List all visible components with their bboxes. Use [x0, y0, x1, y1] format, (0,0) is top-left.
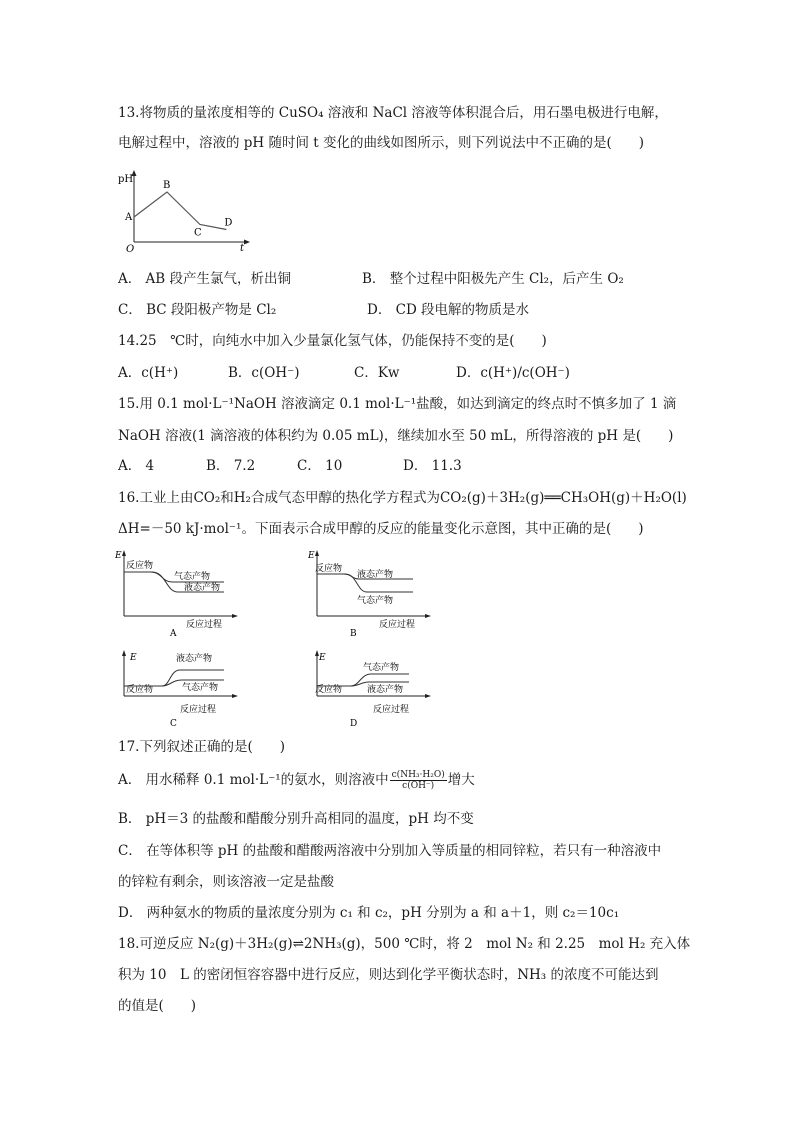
energy-axis-label: E [115, 551, 122, 561]
q17-option-a-suffix: 增大 [447, 772, 475, 788]
liquid-product-label: 液态产物 [184, 583, 221, 593]
diagram-a-letter: A [170, 629, 177, 639]
q18-stem-line1: 18.可逆反应 N₂(g)＋3H₂(g)⇌2NH₃(g)，500 ℃时，将 2 mol N₂ 和 2.25 mol H₂ 充入体 [118, 936, 691, 952]
q17-option-a-text: A． 用水稀释 0.1 mol·L⁻¹的氨水，则溶液中 [118, 772, 389, 788]
fraction-denominator: c(OH⁻) [402, 781, 435, 791]
q13-ph-graph [116, 168, 256, 254]
ph-point-label-a: A [125, 212, 133, 223]
q18-stem-line3: 的值是( ) [118, 998, 197, 1014]
q15-option-d: D． 11.3 [403, 458, 462, 474]
energy-axis-label: E [319, 653, 326, 663]
liquid-product-label: 液态产物 [367, 685, 404, 695]
ph-point-label-b: B [163, 180, 171, 191]
energy-diagram-c [112, 648, 242, 730]
q14-option-c: C．Kw [354, 365, 400, 381]
ph-axis-y-label: pH [118, 174, 134, 185]
liquid-product-label: 液态产物 [357, 570, 394, 580]
q15-stem-line2: NaOH 溶液(1 滴溶液的体积约为 0.05 mL)，继续加水至 50 mL，所得溶液的 pH 是( ) [118, 428, 674, 444]
q14-option-a: A．c(H⁺) [118, 365, 179, 381]
q13-option-b: B． 整个过程中阳极先产生 Cl₂，后产生 O₂ [362, 271, 624, 287]
q17-stem: 17.下列叙述正确的是( ) [118, 739, 286, 755]
reactant-label: 反应物 [315, 685, 343, 695]
reactant-label: 反应物 [315, 564, 343, 574]
ph-axis-origin: O [126, 244, 135, 254]
q14-option-b: B．c(OH⁻) [228, 365, 300, 381]
concentration-ratio-fraction [390, 770, 447, 791]
energy-axis-label: E [308, 551, 315, 561]
q15-option-b: B． 7.2 [206, 458, 256, 474]
q14-option-d: D．c(H⁺)/c(OH⁻) [456, 365, 570, 381]
energy-axis-label: E [130, 653, 137, 663]
q15-option-c: C． 10 [297, 458, 343, 474]
q13-option-a: A． AB 段产生氯气，析出铜 [118, 271, 292, 287]
liquid-product-label: 液态产物 [176, 654, 213, 664]
fraction-numerator: c(NH₃·H₂O) [391, 770, 445, 780]
q17-option-a [118, 770, 475, 791]
diagram-b-letter: B [350, 629, 357, 639]
q15-option-a: A． 4 [118, 458, 155, 474]
q18-stem-line2: 积为 10 L 的密闭恒容容器中进行反应，则达到化学平衡状态时，NH₃ 的浓度不可能达到 [118, 967, 659, 983]
reaction-coordinate-label: 反应过程 [379, 620, 416, 630]
q13-option-c: C． BC 段阳极产物是 Cl₂ [118, 302, 277, 318]
q16-stem-line2: ΔH=－50 kJ·mol⁻¹。下面表示合成甲醇的反应的能量变化示意图，其中正确的是( ) [118, 521, 644, 537]
q17-option-c-line2: 的锌粒有剩余，则该溶液一定是盐酸 [118, 874, 334, 890]
q13-stem-line2: 电解过程中，溶液的 pH 随时间 t 变化的曲线如图所示，则下列说法中不正确的是( ) [118, 135, 645, 151]
q14-stem: 14.25 ℃时，向纯水中加入少量氯化氢气体，仍能保持不变的是( ) [118, 333, 547, 349]
gas-product-label: 气态产物 [363, 663, 400, 673]
ph-axis-x-arrow [244, 240, 250, 245]
gas-product-label: 气态产物 [357, 596, 394, 606]
energy-diagram-d [305, 648, 435, 730]
diagram-c-letter: C [170, 719, 177, 729]
ph-point-label-d: D [224, 217, 233, 229]
diagram-d-letter: D [350, 719, 358, 729]
reaction-coordinate-label: 反应过程 [373, 705, 410, 715]
reaction-coordinate-label: 反应过程 [186, 620, 223, 630]
q17-option-b: B． pH＝3 的盐酸和醋酸分别升高相同的温度，pH 均不变 [118, 811, 474, 827]
gas-product-label: 气态产物 [174, 572, 211, 582]
q16-stem-line1: 16.工业上由CO₂和H₂合成气态甲醇的热化学方程式为CO₂(g)＋3H₂(g)══CH₃OH(g)＋H₂O(l) [118, 490, 687, 506]
q13-stem-line1: 13.将物质的量浓度相等的 CuSO₄ 溶液和 NaCl 溶液等体积混合后，用石墨电极进行电解， [118, 105, 668, 121]
energy-diagram-a [112, 548, 242, 640]
q17-option-d: D． 两种氨水的物质的量浓度分别为 c₁ 和 c₂，pH 分别为 a 和 a＋1，则 c₂＝10c₁ [118, 905, 620, 921]
reaction-coordinate-label: 反应过程 [180, 705, 217, 715]
ph-curve [134, 192, 226, 230]
q13-option-d: D． CD 段电解的物质是水 [367, 302, 530, 318]
q17-option-c-line1: C． 在等体积等 pH 的盐酸和醋酸两溶液中分别加入等质量的相同锌粒，若只有一种溶液中 [118, 843, 662, 859]
reactant-label: 反应物 [126, 561, 154, 571]
energy-diagram-b [305, 548, 435, 640]
gas-product-label: 气态产物 [182, 683, 219, 693]
ph-point-label-c: C [194, 227, 202, 239]
q15-stem-line1: 15.用 0.1 mol·L⁻¹NaOH 溶液滴定 0.1 mol·L⁻¹盐酸，如达到滴定的终点时不慎多加了 1 滴 [118, 396, 677, 412]
ph-axis-x-label: t [240, 243, 245, 254]
reactant-label: 反应物 [126, 685, 154, 695]
